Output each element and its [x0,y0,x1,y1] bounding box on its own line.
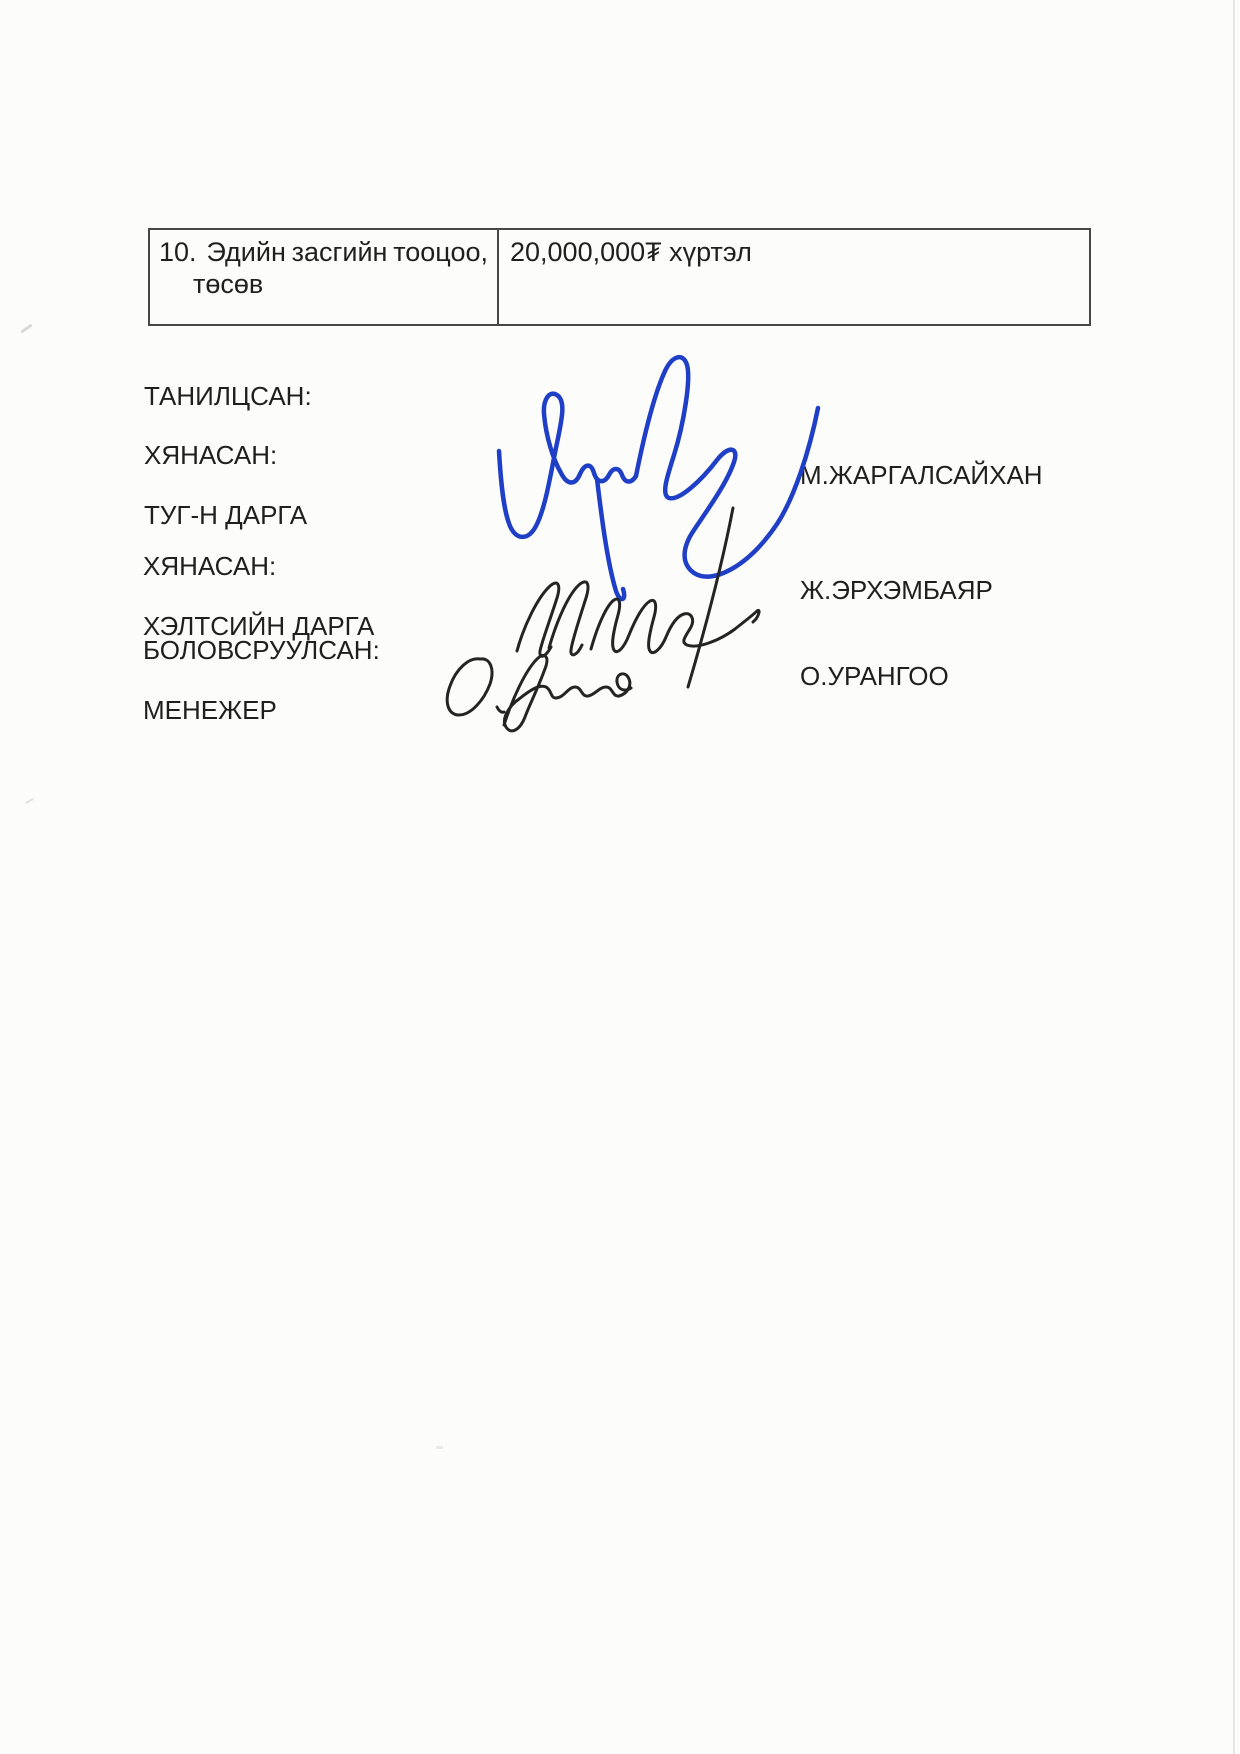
signer-name-1: М.ЖАРГАЛСАЙХАН [800,460,1043,490]
signature-m-jargalsaikhan-icon [499,357,818,599]
criteria-text [207,236,489,268]
signature-j-erkhembayar-icon [517,508,759,687]
signature-stroke [447,659,492,715]
signature-stroke [504,655,631,730]
signer-name-3: О.УРАНГОО [800,661,949,691]
signature-stroke [497,707,504,712]
signature-o-urangoo-icon [447,655,631,730]
scan-artifact [20,324,32,334]
signer-name-2: Ж.ЭРХЭМБАЯР [800,575,993,605]
signature-stroke [688,508,733,687]
entry-role-reviewed-2 [143,551,374,641]
signature-stroke [591,599,759,653]
signature-stroke [636,357,818,576]
acknowledged-label: ТАНИЛЦСАН: [144,381,312,411]
budget-value: 20,000,000₮ хүртэл [510,237,752,267]
role-line1: БОЛОВСРУУЛСАН: [143,635,380,665]
scan-page-edge [1233,0,1235,1754]
table-cell-criteria [150,230,499,324]
role-line2: ХЭЛТСИЙН ДАРГА [143,611,375,641]
scan-artifact [25,798,34,804]
table-cell-value [499,230,1089,324]
scan-artifact [436,1446,443,1449]
row-number: 10. [159,237,197,267]
role-line2: ТУГ-Н ДАРГА [144,500,308,530]
signature-stroke [499,394,636,537]
role-line2: МЕНЕЖЕР [143,695,277,725]
role-line1: ХЯНАСАН: [143,551,277,581]
criteria-word: засгийн [291,237,388,267]
entry-role-developed [143,635,380,725]
signature-stroke [549,582,588,655]
entry-role-reviewed-1 [144,440,307,530]
criteria-word: тооцоо, [393,237,488,267]
signature-stroke [517,583,559,656]
role-line1: ХЯНАСАН: [144,440,278,470]
criteria-table [148,228,1091,326]
signature-stroke [597,479,624,599]
criteria-text-line2: төсөв [193,269,264,299]
criteria-word: Эдийн [206,237,286,267]
